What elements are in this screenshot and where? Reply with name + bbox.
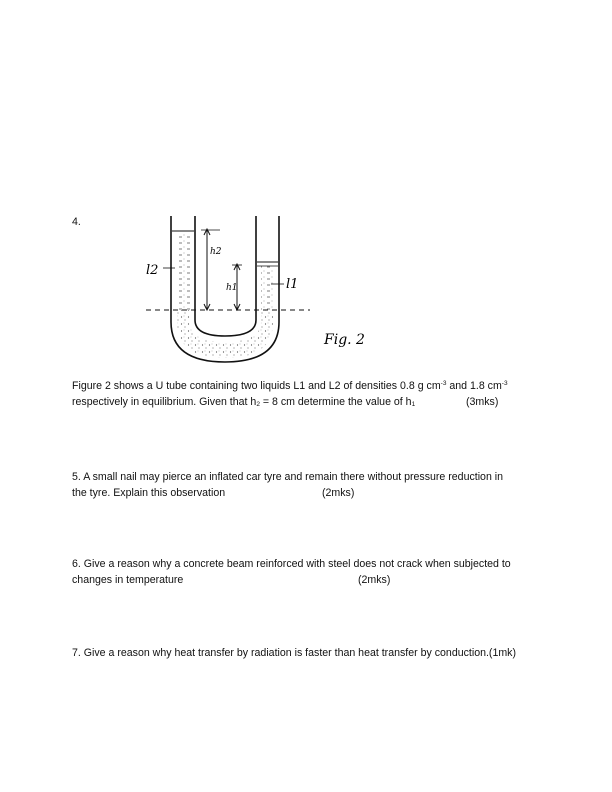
liquid-l2-fill [177,231,190,310]
question-5-marks: (2mks) [322,487,355,499]
label-l1: l1 [286,277,299,292]
question-4-number: 4. [72,216,81,228]
liquid-l1-fill [261,266,273,310]
question-4-text-line-1: Figure 2 shows a U tube containing two liquids L1 and L2 of densities 0.8 g $cm^{-3}$ and 1.8 $cm^{-3}$ [72,380,508,392]
question-5-text-line-2: the tyre. Explain this observation [72,487,226,499]
question-4-marks: (3mks) [466,396,499,408]
question-5-text-line-1: 5. A small nail may pierce an inflated car tyre and remain there without pressure reduction in [72,471,504,483]
question-6-text-line-1: 6. Give a reason why a concrete beam reinforced with steel does not crack when subjected to [72,558,511,570]
u-tube-figure [138,210,378,365]
question-6-marks: (2mks) [358,574,391,586]
label-h1: h1 [226,283,238,293]
question-6-text-line-2: changes in temperature [72,574,184,586]
question-4-text-line-2: respectively in equilibrium. Given that $h_2 = 8$ cm determine the value of $h_1$ [72,396,416,408]
label-h2: h2 [210,247,222,257]
question-7-text: 7. Give a reason why heat transfer by radiation is faster than heat transfer by conduction.(1mk) [72,647,516,659]
figure-caption: Fig. 2 [324,332,365,348]
label-l2: l2 [146,263,159,278]
dense-liquid-fill [177,310,273,358]
